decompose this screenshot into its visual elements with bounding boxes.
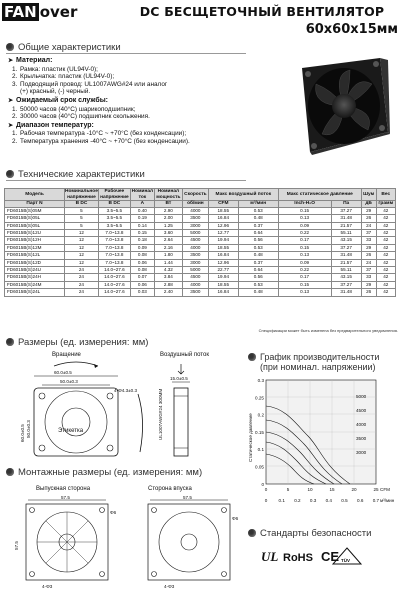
life-line: 1. 50000 часов (40°С) шарикоподшипник; <box>12 105 136 113</box>
table-cell: FD6015B(S)12M <box>5 244 65 251</box>
table-cell: 3500 <box>182 252 208 259</box>
th-speed: Скорость <box>182 189 208 201</box>
table-row <box>5 274 396 281</box>
table-cell: 42 <box>376 230 395 237</box>
dim-50-vertical: 50.0±0.3 <box>26 420 31 438</box>
table-row <box>5 244 396 251</box>
table-cell: FD6015B(S)24M <box>5 281 65 288</box>
table-cell: 55.11 <box>331 230 361 237</box>
table-cell: 5 <box>65 207 99 214</box>
table-cell: 14.0~27.6 <box>98 267 130 274</box>
table-cell: 0.15 <box>278 281 331 288</box>
dim-phi6-inlet: Φ6 <box>232 516 238 521</box>
table-cell: 19.94 <box>208 274 238 281</box>
table-cell: FD6015B(S)12H <box>5 237 65 244</box>
table-cell: 0.22 <box>278 230 331 237</box>
y-tick-label: 0.25 <box>255 395 264 401</box>
x2-tick-label: 0.4 <box>325 498 332 503</box>
table-cell: 5000 <box>182 230 208 237</box>
table-cell: 0.06 <box>130 259 154 266</box>
material-line: (+) красный, (-) черный. <box>20 88 91 96</box>
table-cell: 37.27 <box>331 281 361 288</box>
table-cell: 26 <box>361 215 376 222</box>
logo-over: over <box>39 3 78 21</box>
table-cell: 7.0~13.8 <box>98 259 130 266</box>
curve-label: 4000 <box>356 422 367 427</box>
table-cell: 43.15 <box>331 274 361 281</box>
dim-50: 50.0±0.3 <box>60 379 78 384</box>
table-cell: 0.64 <box>238 230 278 237</box>
table-cell: 3.5~5.5 <box>98 222 130 229</box>
temp-title: ➤ Диапазон температур: <box>8 122 308 131</box>
airflow-arrow-icon <box>178 364 184 374</box>
table-cell: 16.84 <box>208 289 238 296</box>
table-cell: 1.25 <box>154 222 182 229</box>
section-safety-title: Стандарты безопасности <box>260 527 372 539</box>
table-cell: FD6015B(S)24U <box>5 267 65 274</box>
y-tick-label: 0.3 <box>257 378 264 383</box>
bullet-icon <box>6 170 14 178</box>
x-axis-label-2: м³/мин <box>380 498 395 503</box>
table-cell: 2.16 <box>154 244 182 251</box>
table-cell: 0.15 <box>130 230 154 237</box>
table-cell: 21.57 <box>331 259 361 266</box>
mounting-drawing <box>6 494 238 590</box>
divider <box>6 180 246 181</box>
table-cell: 7.0~13.8 <box>98 237 130 244</box>
x-axis-label: CFM <box>380 487 390 492</box>
material-line: 1. Рамка: пластик (UL94V-0); <box>12 65 98 73</box>
bullet-icon <box>6 468 14 476</box>
x2-tick-labels <box>265 498 380 503</box>
table-cell: 33 <box>361 237 376 244</box>
table-cell: 24 <box>361 259 376 266</box>
table-cell: 31.48 <box>331 289 361 296</box>
table-cell: 55.11 <box>331 267 361 274</box>
rohs-logo-icon <box>283 552 313 564</box>
table-cell: 42 <box>376 267 395 274</box>
table-cell: 18.55 <box>208 281 238 288</box>
table-cell: 4000 <box>182 281 208 288</box>
table-cell: 12.96 <box>208 259 238 266</box>
table-cell: 0.37 <box>238 222 278 229</box>
table-cell: 0.48 <box>238 289 278 296</box>
table-cell: 4500 <box>182 237 208 244</box>
table-cell: 1.44 <box>154 259 182 266</box>
table-cell: 0.14 <box>130 222 154 229</box>
dim-phi6: Φ6 <box>110 510 117 515</box>
table-row <box>5 267 396 274</box>
outlet-side-label: Выпускная сторона <box>36 486 91 492</box>
ul-logo-icon <box>261 549 278 564</box>
table-cell: 2.00 <box>154 215 182 222</box>
th-unit: Inch-H₂O <box>278 201 331 208</box>
svg-text:TÜV: TÜV <box>341 558 350 563</box>
table-cell: 2.64 <box>154 237 182 244</box>
section-technical-head <box>6 168 145 180</box>
temp-line: 1. Рабочая температура -10°С ~ +70°С (без конденсации); <box>12 130 187 138</box>
y-tick-label: 0 <box>261 481 264 487</box>
table-row <box>5 289 396 296</box>
rotation-arrow-icon <box>54 362 98 366</box>
table-cell: 37.27 <box>331 244 361 251</box>
table-cell: 18.55 <box>208 244 238 251</box>
table-cell: 0.53 <box>238 244 278 251</box>
table-cell: 42 <box>376 215 395 222</box>
svg-text:CE: CE <box>321 549 340 564</box>
table-cell: 24 <box>361 222 376 229</box>
table-cell: 3500 <box>182 289 208 296</box>
table-cell: 3.84 <box>154 274 182 281</box>
inlet-side-label: Сторона впуска <box>148 486 192 492</box>
dim-575-inlet: 57.5 <box>183 495 192 500</box>
life-line: 2. 30000 часов (40°С) подшипник скольжения. <box>12 113 150 121</box>
table-cell: 14.0~27.6 <box>98 281 130 288</box>
table-cell: 42 <box>376 222 395 229</box>
table-row <box>5 230 396 237</box>
table-cell: 5000 <box>182 267 208 274</box>
dim-depth: 15.0±0.5 <box>170 376 188 381</box>
table-cell: 0.09 <box>278 222 331 229</box>
curve-label: 4500 <box>356 408 367 413</box>
table-cell: 0.17 <box>278 237 331 244</box>
table-cell: 12.96 <box>208 222 238 229</box>
bullet-icon <box>6 43 14 51</box>
table-cell: 3500 <box>182 215 208 222</box>
th-noise: Шум <box>361 189 376 201</box>
th-unit: грамм <box>376 201 395 208</box>
table-cell: 3000 <box>182 259 208 266</box>
x-tick-label: 5 <box>286 487 290 492</box>
table-row <box>5 222 396 229</box>
table-cell: 22.77 <box>208 267 238 274</box>
table-cell: 7.0~13.8 <box>98 244 130 251</box>
x2-tick-label: 0.2 <box>294 498 301 503</box>
x2-tick-label: 0.3 <box>309 498 317 503</box>
table-cell: 12 <box>65 252 99 259</box>
y-axis-label: Статическое давление <box>248 413 253 462</box>
table-cell: 42 <box>376 281 395 288</box>
bullet-icon <box>248 353 256 361</box>
curve-label: 5000 <box>356 394 367 399</box>
section-general-title: Общие характеристики <box>18 41 121 53</box>
table-cell: 4500 <box>182 274 208 281</box>
airflow-label: Воздушный поток <box>160 352 209 358</box>
x2-tick-label: 0.7 <box>372 498 380 503</box>
y-tick-labels <box>255 378 264 487</box>
table-cell: 21.57 <box>331 222 361 229</box>
table-cell: 31.48 <box>331 252 361 259</box>
table-cell: 3.60 <box>154 230 182 237</box>
x2-tick-label: 0.6 <box>357 498 364 503</box>
th-weight: Вес <box>376 189 395 201</box>
th-pressure: Макс статическое давление <box>278 189 361 201</box>
table-cell: 14.0~27.6 <box>98 274 130 281</box>
table-cell: 0.09 <box>130 244 154 251</box>
table-cell: 12 <box>65 244 99 251</box>
sticker-label: Этикетка <box>58 428 84 434</box>
inlet-outline <box>148 504 230 580</box>
wire-lead <box>138 394 143 452</box>
th-airflow: Макс воздушный поток <box>208 189 278 201</box>
temp-line: 2. Температура хранения -40°С ~ +70°С (без конденсации). <box>12 137 190 145</box>
table-cell: 42 <box>376 207 395 214</box>
spec-header-row-1 <box>5 189 396 201</box>
material-title: ➤ Материал: <box>8 57 308 66</box>
material-line: 3. Подводящий провод: UL1007AWG#24 или аналог <box>12 80 168 88</box>
table-cell: FD6015B(S)12L <box>5 252 65 259</box>
section-mounting-head <box>6 466 202 478</box>
table-cell: 42 <box>376 252 395 259</box>
table-cell: 42 <box>376 289 395 296</box>
section-mounting-title: Монтажные размеры (ед. измерения: мм) <box>18 466 203 478</box>
table-cell: 37.27 <box>331 207 361 214</box>
table-cell: 1.80 <box>154 252 182 259</box>
dim-575: 57.5 <box>61 495 70 500</box>
x-tick-label: 25 <box>373 487 379 492</box>
table-cell: 4000 <box>182 207 208 214</box>
th-unit: В DC <box>65 201 99 208</box>
th-unit: Вт <box>154 201 182 208</box>
table-row <box>5 237 396 244</box>
bullet-icon <box>248 529 256 537</box>
table-cell: 0.22 <box>278 267 331 274</box>
table-cell: 37 <box>361 230 376 237</box>
table-cell: 2.40 <box>154 289 182 296</box>
th-unit: м³/мин <box>238 201 278 208</box>
section-dimensions-title: Размеры (ед. измерения: мм) <box>18 336 149 348</box>
table-cell: 0.48 <box>238 252 278 259</box>
material-line: 2. Крыльчатка: пластик (UL94V-0); <box>12 73 115 81</box>
dim-holes-phi3: 4-Φ3 <box>42 584 53 589</box>
table-cell: 0.19 <box>130 215 154 222</box>
table-cell: 4.32 <box>154 267 182 274</box>
table-cell: 0.17 <box>278 274 331 281</box>
table-cell: 24 <box>65 281 99 288</box>
performance-title: График производительности (при номинал. напряжении) <box>248 352 398 372</box>
dim-60: 60.0±0.5 <box>54 370 72 375</box>
table-cell: 0.56 <box>238 274 278 281</box>
table-cell: 0.13 <box>278 289 331 296</box>
divider <box>6 53 246 54</box>
rotation-label: Вращение <box>52 352 81 358</box>
table-cell: 5 <box>65 215 99 222</box>
table-cell: FD6015B(S)05L <box>5 222 65 229</box>
svg-text:UL: UL <box>261 549 279 564</box>
life-title: ➤ Ожидаемый срок службы: <box>8 97 308 106</box>
table-cell: 16.84 <box>208 215 238 222</box>
table-cell: 42 <box>376 274 395 281</box>
table-cell: 0.53 <box>238 281 278 288</box>
page-title: DC БЕСЩЕТОЧНЫЙ ВЕНТИЛЯТОР <box>139 4 385 19</box>
table-row <box>5 215 396 222</box>
th-unit: А <box>130 201 154 208</box>
th-unit: Па <box>331 201 361 208</box>
th-part-no: Парт N <box>5 201 65 208</box>
x2-tick-label: 0 <box>264 498 268 503</box>
dim-60-vertical: 60.0±0.5 <box>20 424 25 442</box>
table-cell: 0.64 <box>238 267 278 274</box>
table-row <box>5 259 396 266</box>
table-cell: FD6015B(S)12U <box>5 230 65 237</box>
table-cell: 42 <box>376 237 395 244</box>
table-cell: 2.88 <box>154 281 182 288</box>
th-power: Номинал мощность <box>156 189 181 200</box>
table-cell: 19.94 <box>208 237 238 244</box>
table-cell: 24 <box>65 274 99 281</box>
th-nominal-voltage: Номинальное напряжение <box>65 189 98 200</box>
dim-575-vertical: 57.5 <box>14 541 19 550</box>
spec-note: Спецификации может быть изменена без предварительного уведомления. <box>258 328 398 333</box>
table-cell: 3.5~5.5 <box>98 207 130 214</box>
certification-logos <box>257 546 397 566</box>
y-tick-label: 0.15 <box>255 429 264 435</box>
table-cell: 3.5~5.5 <box>98 215 130 222</box>
table-cell: 0.37 <box>238 259 278 266</box>
logo-fan: FAN <box>4 3 37 21</box>
table-cell: 0.15 <box>278 244 331 251</box>
spec-header-row-2 <box>5 201 396 208</box>
x-tick-label: 15 <box>329 487 335 492</box>
th-unit: CFM <box>208 201 238 208</box>
section-dimensions-head <box>6 336 148 348</box>
section-safety-head <box>248 527 371 539</box>
curve-label: 3000 <box>356 450 367 455</box>
table-cell: FD6015B(S)24H <box>5 274 65 281</box>
table-cell: 43.15 <box>331 237 361 244</box>
spec-table <box>4 188 396 297</box>
table-cell: 7.0~13.8 <box>98 230 130 237</box>
table-cell: 2.90 <box>154 207 182 214</box>
table-cell: 0.18 <box>130 237 154 244</box>
y-tick-label: 0.05 <box>255 464 264 470</box>
x2-tick-label: 0.5 <box>341 498 348 503</box>
th-unit: В DC <box>98 201 130 208</box>
y-tick-label: 0.1 <box>257 447 264 453</box>
table-cell: 5 <box>65 222 99 229</box>
bullet-icon <box>6 338 14 346</box>
table-cell: 33 <box>361 274 376 281</box>
table-cell: 12 <box>65 230 99 237</box>
table-cell: 0.09 <box>278 259 331 266</box>
table-cell: 0.56 <box>238 237 278 244</box>
th-unit: об/мин <box>182 201 208 208</box>
table-cell: FD6015B(S)12D <box>5 259 65 266</box>
th-model: Модель <box>5 189 65 201</box>
table-cell: 0.13 <box>278 215 331 222</box>
table-cell: 42 <box>376 259 395 266</box>
table-cell: 0.03 <box>130 289 154 296</box>
table-cell: 24 <box>65 289 99 296</box>
section-technical-title: Технические характеристики <box>18 168 145 180</box>
th-unit: дБ <box>361 201 376 208</box>
table-cell: 24 <box>65 267 99 274</box>
table-cell: 0.07 <box>130 274 154 281</box>
table-cell: 18.55 <box>208 207 238 214</box>
spec-table-body <box>5 207 396 296</box>
table-cell: 12 <box>65 237 99 244</box>
table-cell: 0.15 <box>278 207 331 214</box>
table-row <box>5 281 396 288</box>
table-cell: 31.48 <box>331 215 361 222</box>
brand-logo <box>2 2 86 22</box>
table-cell: 16.84 <box>208 252 238 259</box>
x2-tick-label: 0.1 <box>278 498 285 503</box>
fan-photo <box>284 54 392 158</box>
table-cell: 29 <box>361 244 376 251</box>
table-cell: 3000 <box>182 222 208 229</box>
general-characteristics <box>8 56 308 146</box>
svg-text:RoHS: RoHS <box>283 552 313 564</box>
table-cell: 0.48 <box>238 215 278 222</box>
table-cell: FD6015B(S)24L <box>5 289 65 296</box>
table-cell: 26 <box>361 252 376 259</box>
x-tick-label: 10 <box>307 487 313 492</box>
table-cell: 37 <box>361 267 376 274</box>
table-row <box>5 207 396 214</box>
fan-size: 60x60x15мм <box>305 22 398 37</box>
table-cell: 0.53 <box>238 207 278 214</box>
x-tick-label: 0 <box>264 487 268 492</box>
wire-label: UL1007AWG#24 300MM <box>158 388 163 440</box>
table-cell: 29 <box>361 281 376 288</box>
header <box>0 0 400 37</box>
table-cell: FD6015B(S)05M <box>5 207 65 214</box>
ce-logo-icon <box>321 549 339 564</box>
curve-label: 3500 <box>356 436 367 441</box>
table-cell: 14.0~27.6 <box>98 289 130 296</box>
table-cell: 0.08 <box>130 267 154 274</box>
dimension-drawing <box>6 360 216 460</box>
table-cell: FD6015B(S)05L <box>5 215 65 222</box>
table-cell: 12.77 <box>208 230 238 237</box>
th-current: Номинал ток <box>131 189 154 200</box>
dim-holes-phi3-inlet: 4-Φ3 <box>164 584 175 589</box>
table-row <box>5 252 396 259</box>
table-cell: 0.06 <box>130 281 154 288</box>
x-tick-labels <box>265 487 379 492</box>
section-general-head <box>6 41 121 53</box>
table-cell: 0.13 <box>278 252 331 259</box>
table-cell: 0.08 <box>130 252 154 259</box>
table-cell: 7.0~13.8 <box>98 252 130 259</box>
x-tick-label: 20 <box>351 487 357 492</box>
table-cell: 42 <box>376 244 395 251</box>
table-cell: 0.40 <box>130 207 154 214</box>
dim-holes: 4-Φ4.3±0.3 <box>114 388 138 393</box>
table-cell: 29 <box>361 207 376 214</box>
th-working-voltage: Рабочее напряжение <box>100 189 129 200</box>
performance-chart <box>246 376 396 508</box>
y-tick-label: 0.2 <box>257 412 264 418</box>
fan-side-outline <box>174 388 188 456</box>
table-cell: 4000 <box>182 244 208 251</box>
table-cell: 12 <box>65 259 99 266</box>
table-cell: 26 <box>361 289 376 296</box>
